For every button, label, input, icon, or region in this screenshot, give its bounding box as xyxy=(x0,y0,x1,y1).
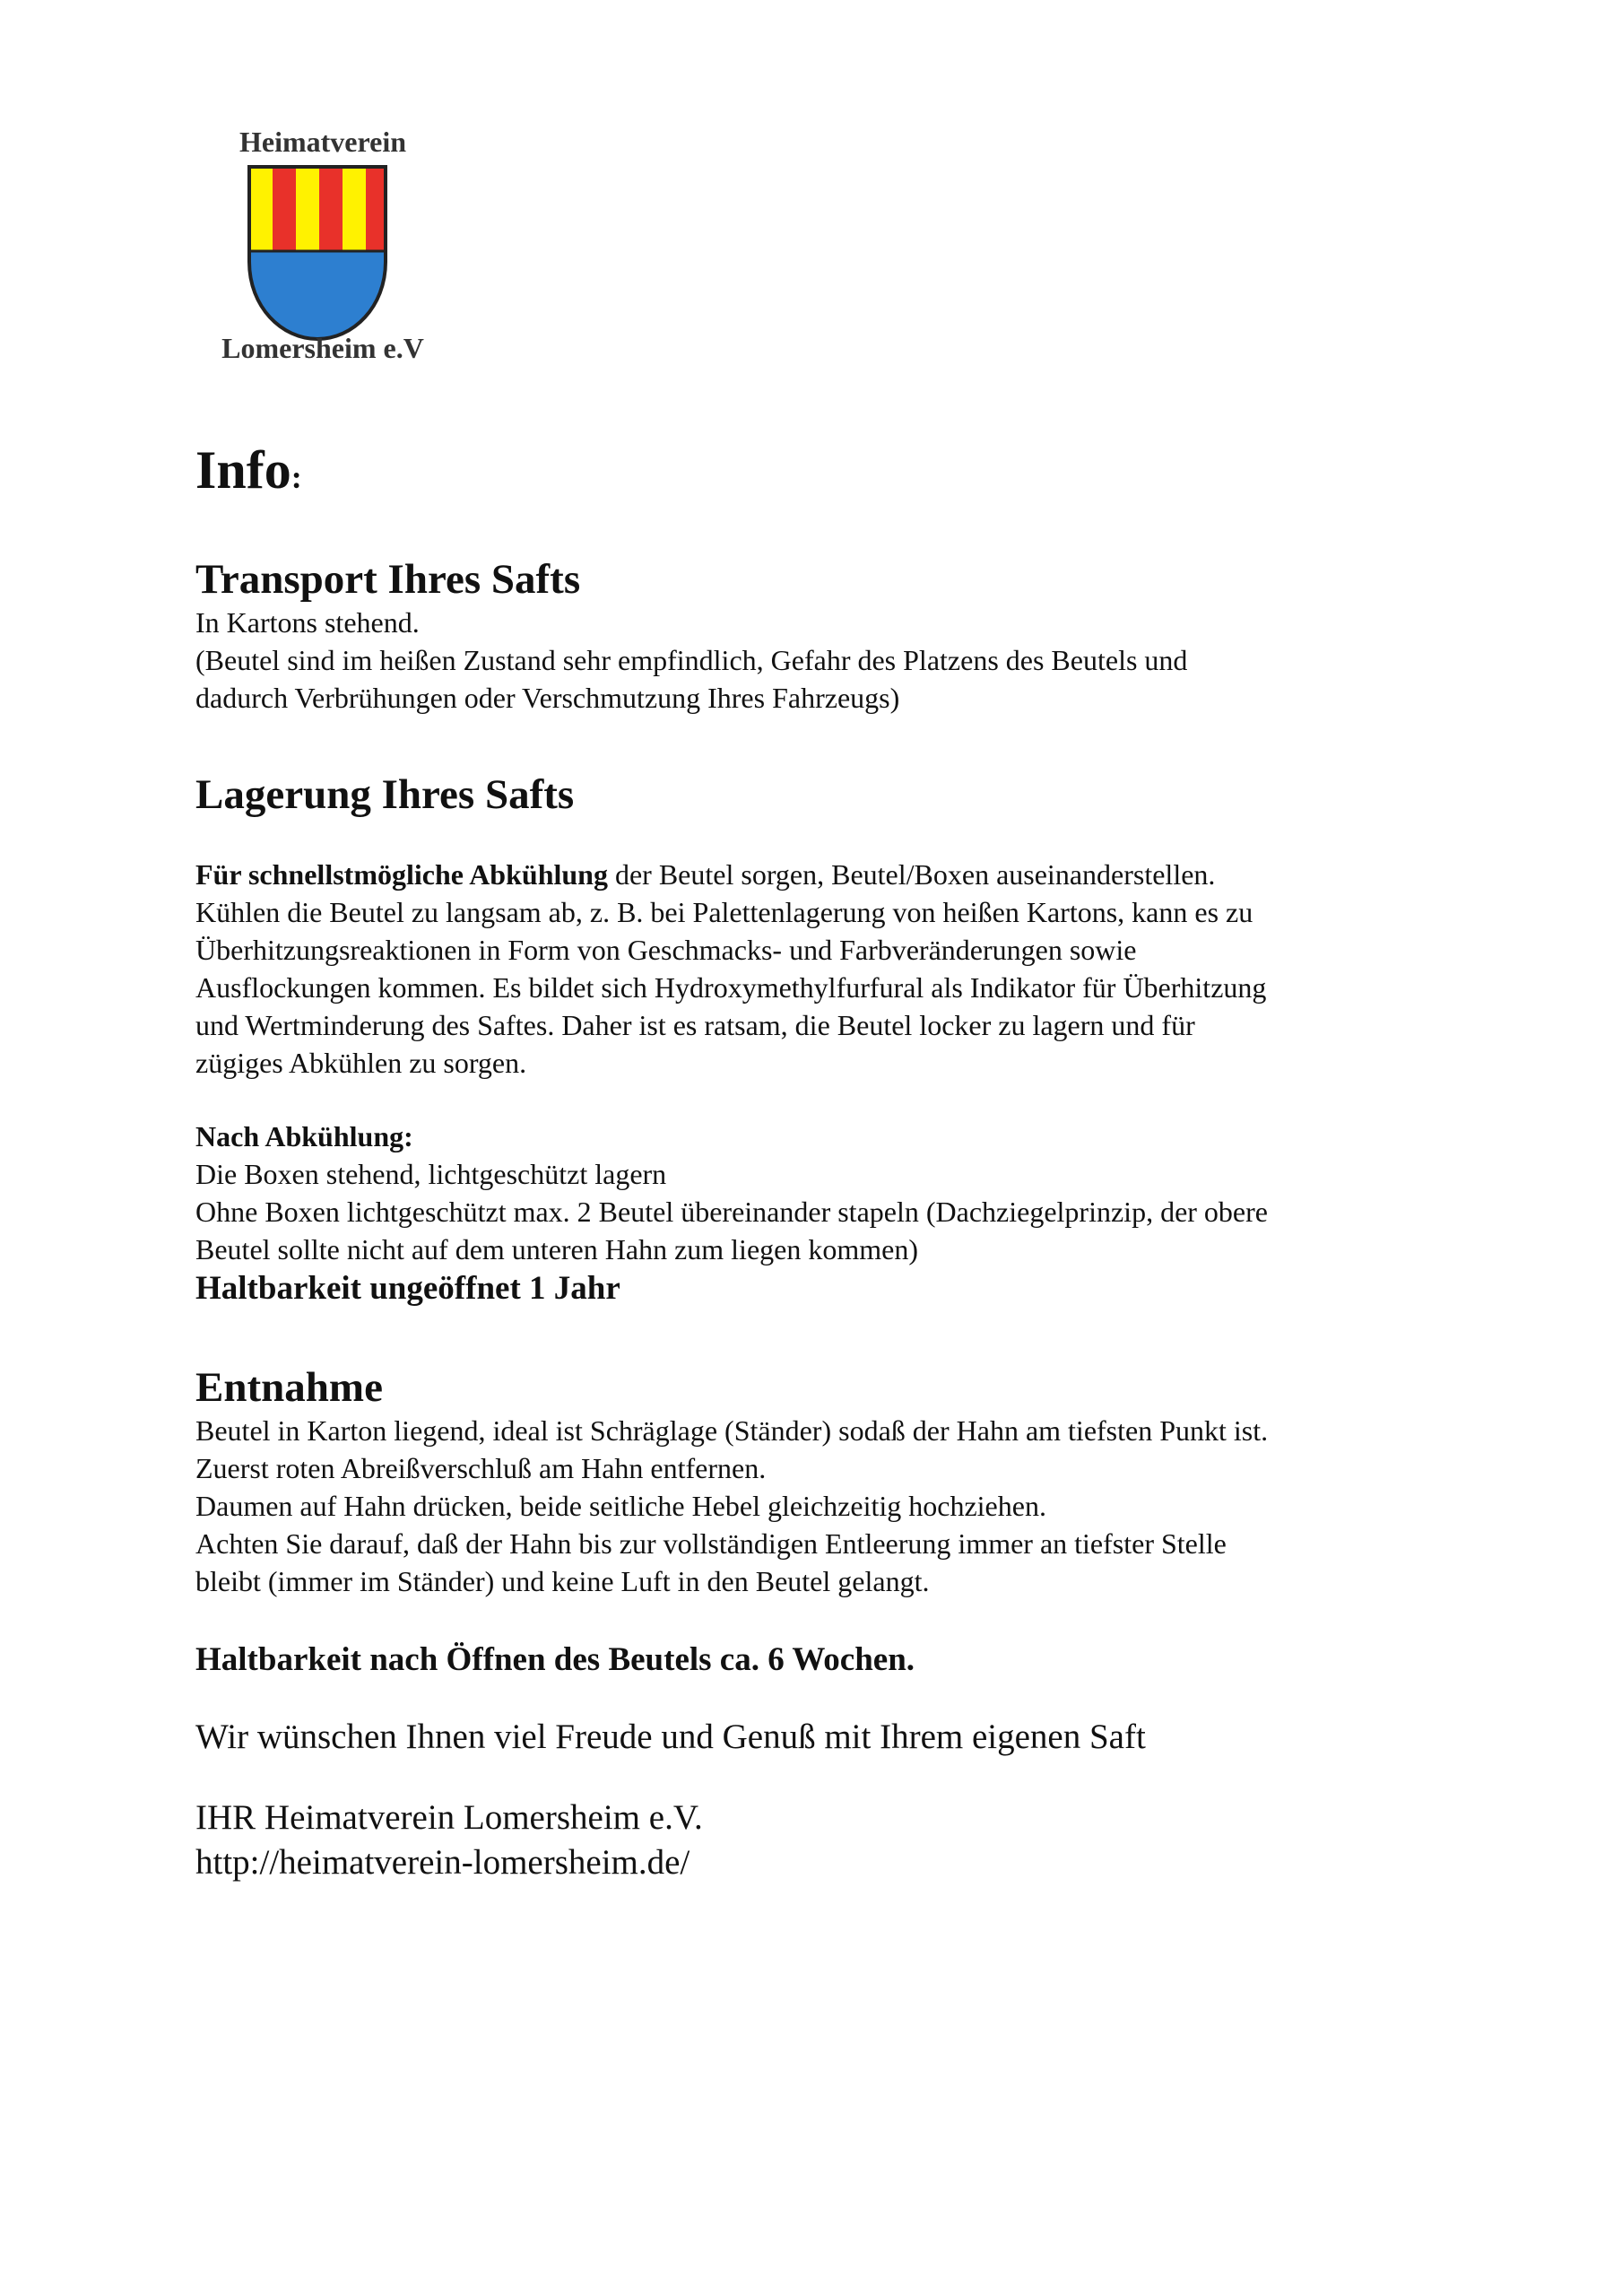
subhead-nach-abkuehlung: Nach Abkühlung: xyxy=(195,1120,413,1153)
lagerung-bold-lead: Für schnellstmögliche Abkühlung xyxy=(195,858,608,891)
section-lagerung xyxy=(195,772,1451,1310)
document-content xyxy=(195,439,1451,1885)
transport-line: In Kartons stehend. xyxy=(195,605,420,639)
section-closing xyxy=(195,1715,1451,1885)
page-title: Info: xyxy=(195,440,302,500)
transport-line: dadurch Verbrühungen oder Verschmutzung Ihres Fahrzeugs) xyxy=(195,681,900,714)
lagerung-line: Für schnellstmögliche Abkühlung der Beutel sorgen, Beutel/Boxen auseinanderstellen. xyxy=(195,858,1216,891)
section-transport xyxy=(195,557,1451,717)
closing-wish: Wir wünschen Ihnen viel Freude und Genuß mit Ihrem eigenen Saft xyxy=(195,1718,1146,1757)
club-logo xyxy=(179,117,466,377)
lagerung-line: Ausflockungen kommen. Es bildet sich Hydroxymethylfurfural als Indikator für Überhitzung xyxy=(195,971,1267,1004)
section-title-transport: Transport Ihres Safts xyxy=(195,556,581,603)
section-title-entnahme: Entnahme xyxy=(195,1364,383,1412)
website-link[interactable]: http://heimatverein-lomersheim.de/ xyxy=(195,1843,690,1883)
lagerung-line: Die Boxen stehend, lichtgeschützt lagern xyxy=(195,1158,667,1191)
haltbarkeit-unopened: Haltbarkeit ungeöffnet 1 Jahr xyxy=(195,1270,620,1308)
entnahme-line: Achten Sie darauf, daß der Hahn bis zur vollständigen Entleerung immer an tiefster Stelle xyxy=(195,1527,1227,1561)
signature: IHR Heimatverein Lomersheim e.V. xyxy=(195,1798,703,1838)
transport-line: (Beutel sind im heißen Zustand sehr empfindlich, Gefahr des Platzens des Beutels und xyxy=(195,643,1188,676)
lagerung-line: Beutel sollte nicht auf dem unteren Hahn zum liegen kommen) xyxy=(195,1233,918,1266)
entnahme-line: Daumen auf Hahn drücken, beide seitliche Hebel gleichzeitig hochziehen. xyxy=(195,1490,1046,1523)
logo-bottom-text: Lomersheim e.V xyxy=(221,332,424,364)
entnahme-line: Beutel in Karton liegend, ideal ist Schräglage (Ständer) sodaß der Hahn am tiefsten Punkt ist. xyxy=(195,1414,1269,1448)
lagerung-line: Ohne Boxen lichtgeschützt max. 2 Beutel übereinander stapeln (Dachziegelprinzip, der obere xyxy=(195,1196,1268,1229)
coat-of-arms-icon xyxy=(246,163,389,343)
lagerung-line: und Wertminderung des Saftes. Daher ist es ratsam, die Beutel locker zu lagern und für xyxy=(195,1009,1195,1042)
entnahme-line: Zuerst roten Abreißverschluß am Hahn entfernen. xyxy=(195,1452,767,1485)
lagerung-line: Überhitzungsreaktionen in Form von Geschmacks- und Farbveränderungen sowie xyxy=(195,934,1137,967)
section-entnahme xyxy=(195,1365,1451,1681)
lagerung-line: Kühlen die Beutel zu langsam ab, z. B. bei Palettenlagerung von heißen Kartons, kann es zu xyxy=(195,896,1253,929)
logo-top-text: Heimatverein xyxy=(239,126,406,158)
section-title-lagerung: Lagerung Ihres Safts xyxy=(195,770,575,818)
lagerung-line: zügiges Abkühlen zu sorgen. xyxy=(195,1047,527,1080)
entnahme-line: bleibt (immer im Ständer) und keine Luft in den Beutel gelangt. xyxy=(195,1565,930,1598)
haltbarkeit-opened: Haltbarkeit nach Öffnen des Beutels ca. 6 Wochen. xyxy=(195,1641,915,1679)
